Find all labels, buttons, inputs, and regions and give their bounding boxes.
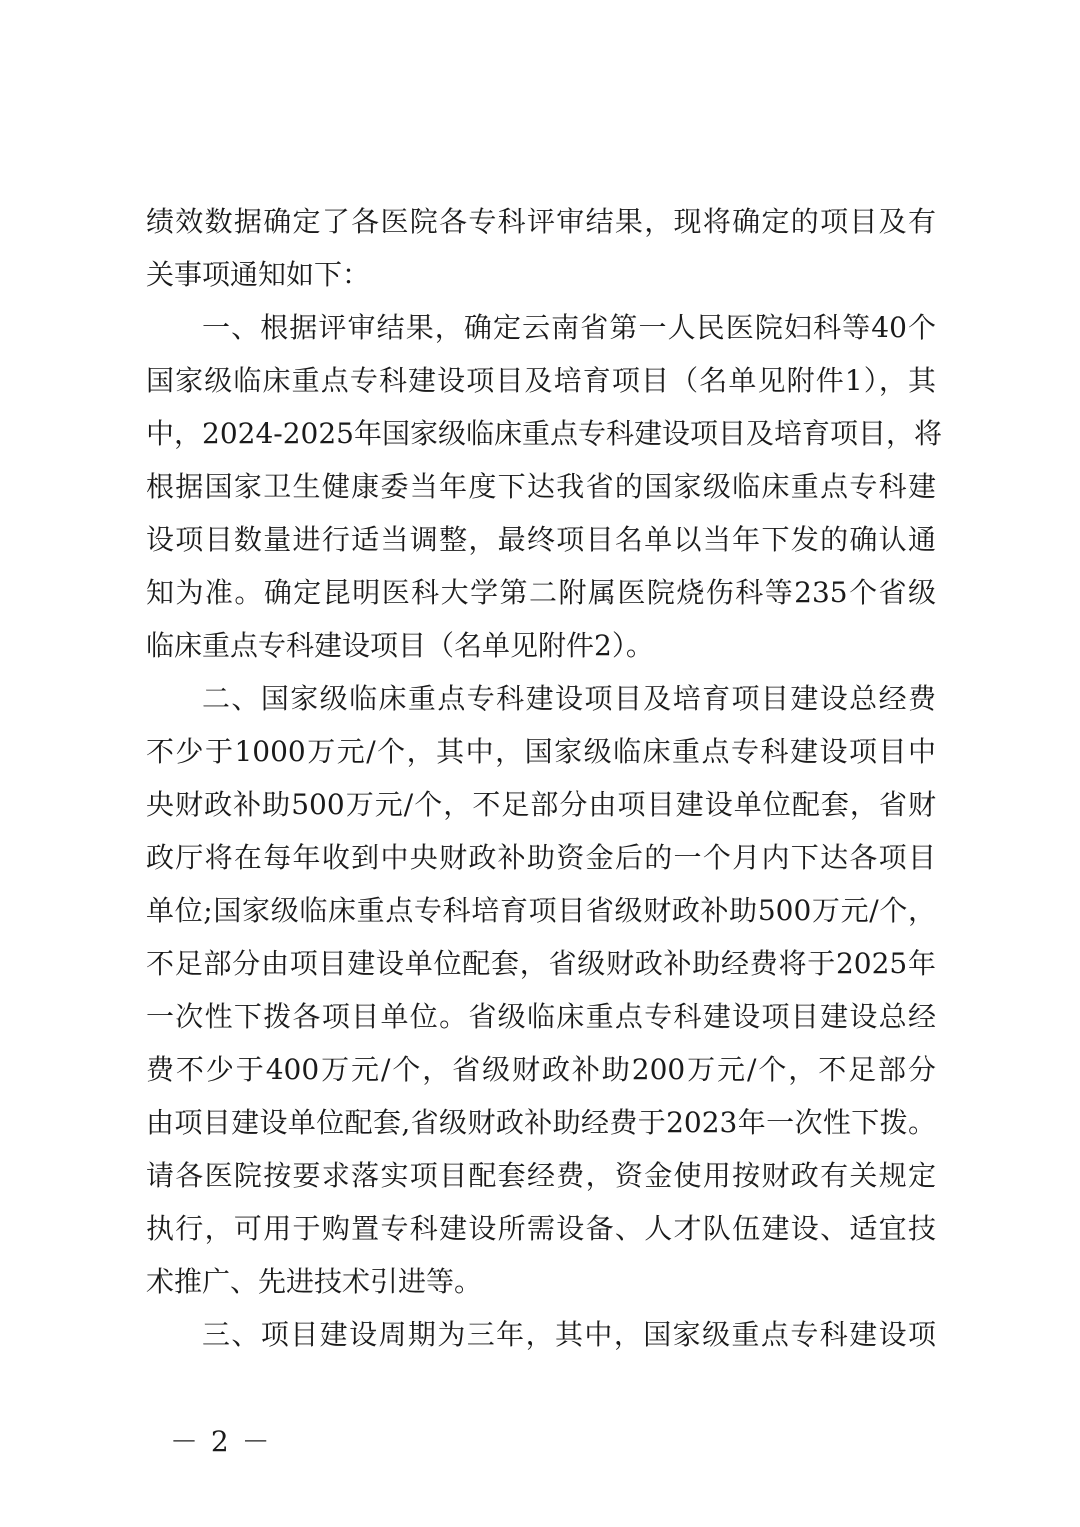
paragraph-3-line: 三、项目建设周期为三年，其中，国家级重点专科建设项 bbox=[202, 1318, 936, 1351]
paragraph-2-line: 由项目建设单位配套,省级财政补助经费于2023年一次性下拨。 bbox=[146, 1106, 936, 1139]
paragraph-2-line: 央财政补助500万元/个，不足部分由项目建设单位配套，省财 bbox=[146, 788, 936, 821]
paragraph-2-line: 政厅将在每年收到中央财政补助资金后的一个月内下达各项目 bbox=[146, 841, 936, 874]
paragraph-2-line: 不足部分由项目建设单位配套，省级财政补助经费将于2025年 bbox=[146, 947, 936, 980]
paragraph-2-line: 执行，可用于购置专科建设所需设备、人才队伍建设、适宜技 bbox=[146, 1212, 936, 1245]
body-text-line: 绩效数据确定了各医院各专科评审结果，现将确定的项目及有 bbox=[146, 205, 936, 238]
paragraph-1-line: 知为准。确定昆明医科大学第二附属医院烧伤科等235个省级 bbox=[146, 576, 936, 609]
paragraph-1-line: 国家级临床重点专科建设项目及培育项目（名单见附件1），其 bbox=[146, 364, 936, 397]
paragraph-1-line: 设项目数量进行适当调整，最终项目名单以当年下发的确认通 bbox=[146, 523, 936, 556]
paragraph-2-line: 不少于1000万元/个，其中，国家级临床重点专科建设项目中 bbox=[146, 735, 936, 768]
paragraph-2-line: 请各医院按要求落实项目配套经费，资金使用按财政有关规定 bbox=[146, 1159, 936, 1192]
paragraph-2-line: 单位;国家级临床重点专科培育项目省级财政补助500万元/个， bbox=[146, 894, 936, 927]
page-number: － 2 － bbox=[170, 1425, 272, 1458]
body-text-line: 关事项通知如下： bbox=[146, 258, 371, 291]
paragraph-2-line: 费不少于400万元/个，省级财政补助200万元/个，不足部分 bbox=[146, 1053, 936, 1086]
paragraph-1-line: 中，2024-2025年国家级临床重点专科建设项目及培育项目，将 bbox=[146, 417, 942, 450]
paragraph-1-line: 一、根据评审结果，确定云南省第一人民医院妇科等40个 bbox=[202, 311, 936, 344]
paragraph-2-line: 二、国家级临床重点专科建设项目及培育项目建设总经费 bbox=[202, 682, 936, 715]
paragraph-2-line: 术推广、先进技术引进等。 bbox=[146, 1265, 483, 1298]
paragraph-2-line: 一次性下拨各项目单位。省级临床重点专科建设项目建设总经 bbox=[146, 1000, 936, 1033]
paragraph-1-line: 临床重点专科建设项目（名单见附件2）。 bbox=[146, 629, 654, 662]
paragraph-1-line: 根据国家卫生健康委当年度下达我省的国家级临床重点专科建 bbox=[146, 470, 936, 503]
